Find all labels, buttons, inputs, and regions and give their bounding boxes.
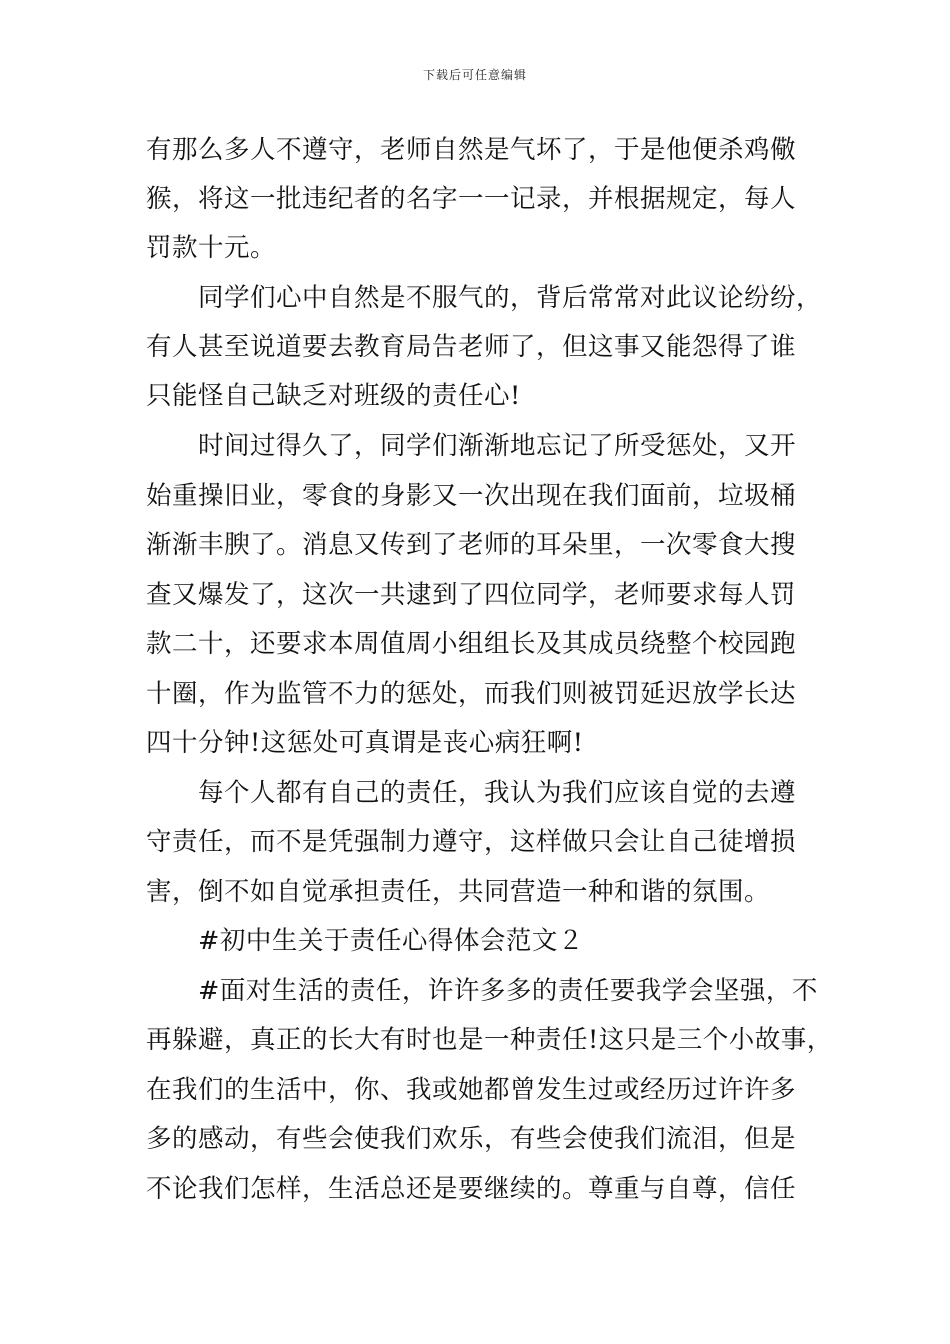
text-line: 在我们的生活中，你、我或她都曾发生过或经历过许许多 [146, 1075, 797, 1105]
text-line: 查又爆发了，这次一共逮到了四位同学，老师要求每人罚 [146, 580, 797, 610]
paragraph-first-line: 时间过得久了，同学们渐渐地忘记了所受惩处，又开 [198, 431, 797, 461]
paragraph-first-line: 每个人都有自己的责任，我认为我们应该自觉的去遵 [198, 778, 797, 808]
page-header: 下载后可任意编辑 [422, 68, 527, 82]
text-line: 罚款十元。 [146, 233, 277, 263]
text-line: 害，倒不如自觉承担责任，共同营造一种和谐的氛围。 [146, 877, 771, 907]
section-heading: #初中生关于责任心得体会范文２ [198, 926, 584, 956]
text-line: 十圈，作为监管不力的惩处，而我们则被罚延迟放学长达 [146, 679, 797, 709]
text-line: 渐渐丰腴了。消息又传到了老师的耳朵里，一次零食大搜 [146, 530, 797, 560]
text-line: 不论我们怎样，生活总还是要继续的。尊重与自尊，信任 [146, 1174, 797, 1204]
text-line: 款二十，还要求本周值周小组组长及其成员绕整个校园跑 [146, 629, 797, 659]
text-line: 有那么多人不遵守，老师自然是气坏了，于是他便杀鸡儆 [146, 135, 797, 165]
text-line: 再躲避，真正的长大有时也是一种责任!这只是三个小故事， [146, 1025, 833, 1055]
text-line: 多的感动，有些会使我们欢乐，有些会使我们流泪，但是 [146, 1124, 797, 1154]
text-line: 始重操旧业，零食的身影又一次出现在我们面前，垃圾桶 [146, 481, 797, 511]
paragraph-first-line: #面对生活的责任，许许多多的责任要我学会坚强，不 [198, 976, 818, 1006]
text-line: 只能怪自己缺乏对班级的责任心! [146, 381, 521, 411]
text-line: 有人甚至说道要去教育局告老师了，但这事又能怨得了谁 [146, 332, 797, 362]
text-line: 守责任，而不是凭强制力遵守，这样做只会让自己徒增损 [146, 827, 797, 857]
paragraph-first-line: 同学们心中自然是不服气的，背后常常对此议论纷纷， [198, 283, 823, 313]
text-line: 猴，将这一批违纪者的名字一一记录，并根据规定，每人 [146, 184, 797, 214]
text-line: 四十分钟!这惩处可真谓是丧心病狂啊! [146, 728, 584, 758]
